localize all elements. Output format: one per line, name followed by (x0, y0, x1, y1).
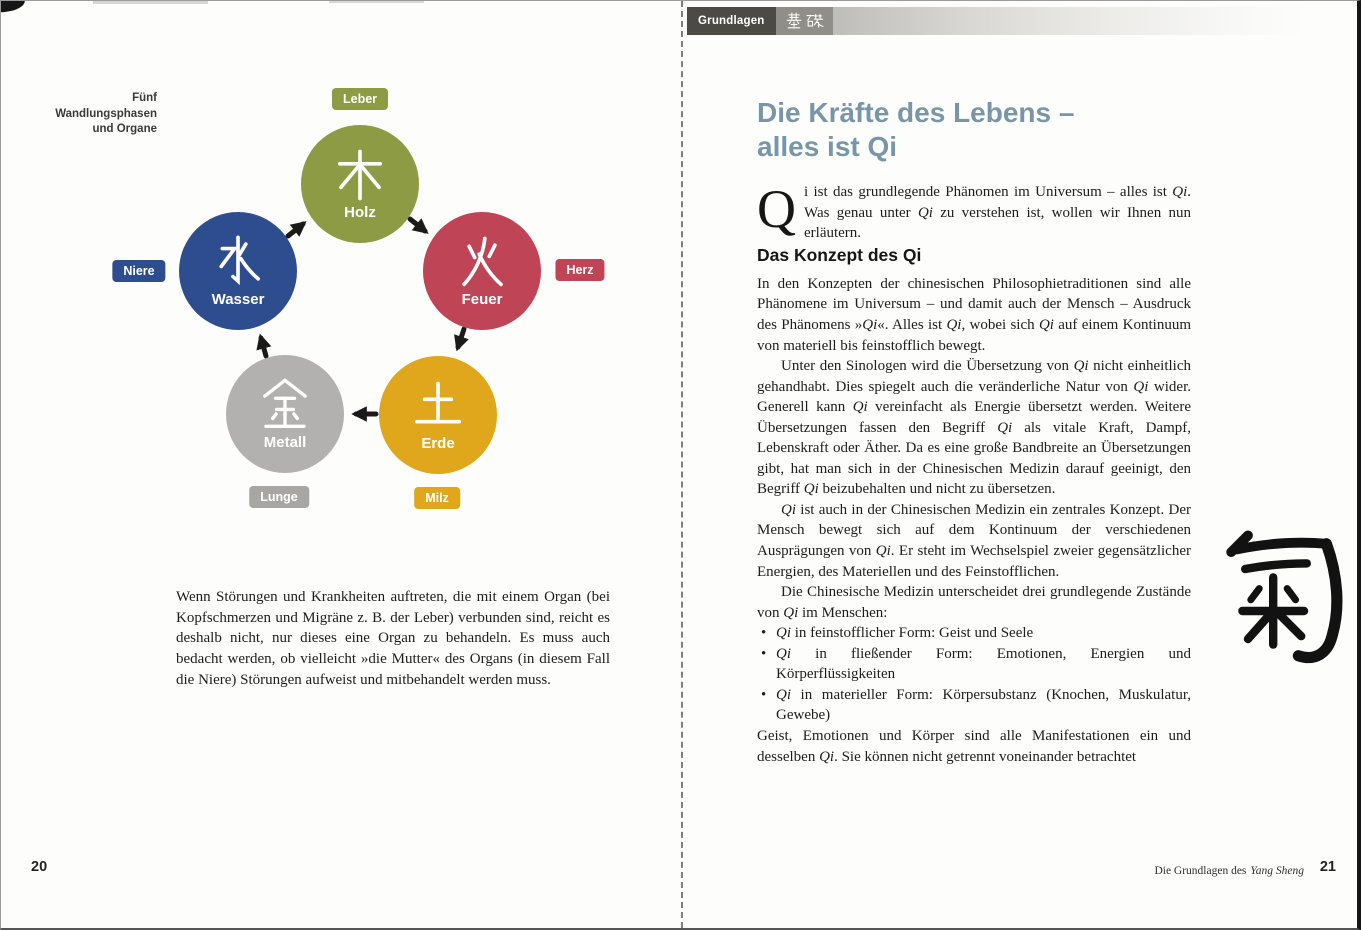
drop-cap: Q (757, 179, 796, 240)
organ-tag-milz: Milz (414, 487, 460, 509)
list-item-text: Qi in materieller Form: Körpersubstanz (Knochen, Muskulatur, Gewebe) (776, 686, 1191, 724)
list-item (757, 685, 1191, 726)
organ-tag-lunge: Lunge (249, 486, 309, 508)
page-title (757, 96, 1191, 164)
element-label: Metall (263, 434, 307, 451)
water-character-glyph (210, 234, 266, 290)
body-paragraph: In den Konzepten der chinesischen Philosophietraditionen sind alle Phänomene im Universum – und damit auch der Mensch – Ausdruck des Phänomens »Qi«. Alles ist Qi, wobei sich Qi auf einem Kontinuum von materiell bis feinstofflich bewegt. (757, 275, 1191, 354)
body-paragraph: Die Chinesische Medizin unterscheidet drei grundlegende Zustände von Qi im Menschen: (757, 584, 1191, 621)
list-item (757, 623, 1191, 644)
caption-line: Fünf Wandlungsphasen (55, 92, 157, 120)
chapter-tab (687, 7, 1305, 35)
page-title-line1: Die Kräfte des Lebens – (757, 97, 1075, 128)
element-label: Wasser (211, 291, 265, 308)
running-footer (1154, 865, 1304, 877)
section-heading: Das Konzept des Qi (757, 244, 922, 265)
element-circle-water (179, 212, 297, 330)
organ-tag-niere: Niere (112, 260, 165, 282)
body-paragraph: Unter den Sinologen wird die Übersetzung von Qi nicht einheitlich gehandhabt. Dies spiegelt auch die veränderliche Natur von Qi wider. Generell kann Qi vereinfacht als Energie übersetzt werden. Weitere Übersetzungen fassen den Begriff Qi als vitale Kraft, Dampf, Lebenskraft oder Äther. Da es eine große Bandbreite an Übersetzungen gibt, hat man sich in der Chinesischen Medizin darauf geeinigt, den Begriff Qi beizubehalten und nicht zu übersetzen. (757, 358, 1192, 498)
five-elements-diagram (86, 76, 648, 544)
intro-paragraph (757, 179, 1191, 244)
page-number-left: 20 (31, 859, 48, 875)
list-item (757, 644, 1191, 685)
earth-character-glyph (410, 378, 466, 434)
element-circle-fire (423, 212, 541, 330)
wood-character-glyph (332, 147, 388, 203)
chapter-tab-label: Grundlagen (687, 7, 776, 35)
element-label: Feuer (461, 291, 503, 308)
element-label: Holz (344, 204, 376, 221)
cjk-ji-glyph (785, 12, 803, 30)
organ-tag-herz: Herz (555, 259, 604, 281)
body-paragraph: Wenn Störungen und Krankheiten auftreten, die mit einem Organ (bei Kopfschmerzen und Migräne z. B. der Leber) verbunden sind, reicht es deshalb nicht, nur dieses eine Organ zu behandeln. Es muss auch bedacht werden, ob vielleicht »die Mutter« des Organs (in diesem Fall die Niere) Störungen aufweist und mitbehandelt werden muss. (176, 589, 610, 688)
qi-forms-list (757, 623, 1191, 726)
element-circle-earth (379, 356, 497, 474)
brush-stroke-texture (833, 7, 1305, 35)
list-item-text: Qi in fließender Form: Emotionen, Energien und Körperflüssigkeiten (776, 645, 1191, 683)
page-number-right: 21 (1319, 859, 1336, 875)
footer-book-title: Yang Sheng (1250, 865, 1304, 877)
chapter-tab-cjk (776, 7, 833, 35)
caption-line: und Organe (92, 123, 157, 136)
element-circle-wood (301, 125, 419, 243)
body-paragraph: Geist, Emotionen und Körper sind alle Manifestationen ein und desselben Qi. Sie können nicht getrennt voneinander betrachtet (757, 727, 1191, 765)
element-label: Erde (421, 435, 455, 452)
list-item-text: Qi in feinstofflicher Form: Geist und Seele (776, 625, 1034, 642)
element-circle-metal (226, 355, 344, 473)
metal-character-glyph (257, 377, 313, 433)
cjk-chu-glyph (806, 12, 824, 30)
body-paragraph: Qi ist auch in der Chinesischen Medizin ein zentrales Konzept. Der Mensch bewegt sich auf dem Kontinuum der verschiedenen Ausprägungen von Qi. Er steht im Wechselspiel zweier gegensätzlicher Energien, des Materiellen und des Feinstofflichen. (757, 501, 1191, 580)
left-page (1, 1, 681, 930)
organ-tag-leber: Leber (332, 88, 388, 110)
qi-calligraphy (1206, 517, 1346, 677)
page-title-line2: alles ist Qi (757, 131, 898, 163)
fire-character-glyph (454, 234, 510, 290)
text-column (757, 96, 1191, 767)
intro-text: i ist das grundlegende Phänomen im Universum – alles ist Qi. Was genau unter Qi zu verstehen ist, wollen wir Ihnen nun erläutern. (804, 184, 1191, 242)
right-page (682, 1, 1361, 930)
footer-text: Die Grundlagen des (1154, 865, 1247, 877)
